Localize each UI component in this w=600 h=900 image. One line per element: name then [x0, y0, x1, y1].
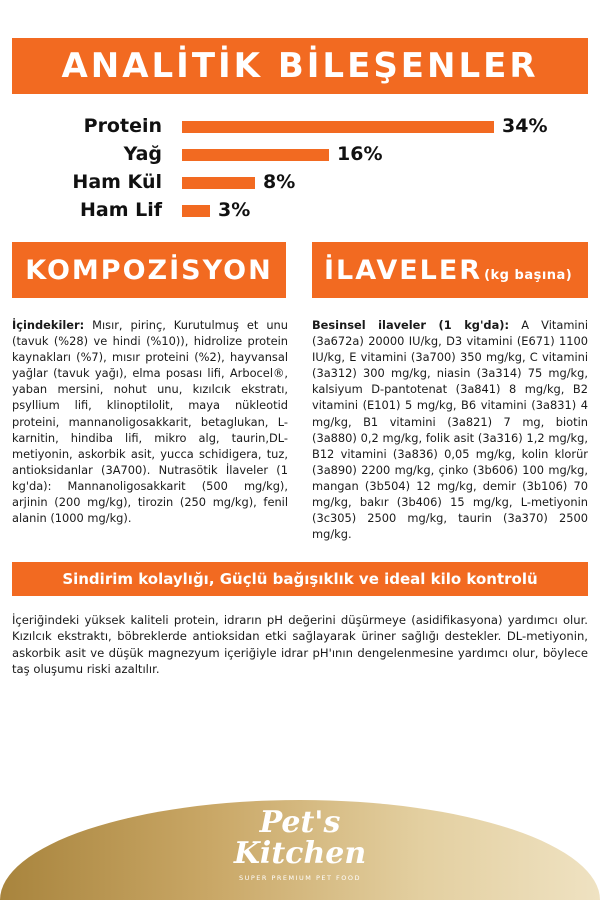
slogan-banner	[12, 562, 588, 596]
additives-heading: Besinsel ilaveler (1 kg'da):	[312, 318, 510, 332]
analytic-value: 8%	[263, 171, 296, 193]
analytic-row	[0, 140, 600, 168]
analytic-row	[0, 196, 600, 224]
brand-logo-line2: Kitchen	[233, 836, 367, 871]
composition-header	[12, 242, 286, 298]
analytic-value: 34%	[502, 115, 548, 137]
analytic-bar	[182, 121, 494, 133]
analytic-bar	[182, 149, 329, 161]
analytic-value: 3%	[218, 199, 251, 221]
analytic-components-banner	[12, 38, 588, 94]
ingredients-text: Mısır, pirinç, Kurutulmuş et unu (tavuk (%28) ve hindi (%10)), hidrolize protein kaynakları (%7), mısır proteini (%2), hayvansal yağlar (tavuk yağı), elma posası lifi, Arbocel®, yaban mersini, nohut unu, kızılcık ekstratı, psyllium lifi, klinoptilolit, maya nükleotid proteini, mannanoligosakkarit, betaglukan, L-karnitin, hindiba lifi, mikro alg, taurin,DL-metiyonin, askorbik asit, yucca schidigera, tuz, antioksidanlar (3A700). Nutrasötik İlaveler (1 kg'da): Mannanoligosakkarit (500 mg/kg), arjinin (200 mg/kg), tirozin (250 mg/kg), fenil alanin (1000 mg/kg).	[12, 318, 288, 526]
brand-tagline: SUPER PREMIUM PET FOOD	[238, 874, 362, 882]
analytic-bar	[182, 205, 210, 217]
slogan-text: Sindirim kolaylığı, Güçlü bağışıklık ve ideal kilo kontrolü	[62, 570, 538, 588]
additives-title-suffix: (kg başına)	[484, 267, 573, 283]
analytic-label: Ham Kül	[72, 171, 162, 193]
analytic-label: Protein	[83, 115, 162, 137]
brand-logo	[210, 805, 390, 894]
additives-text	[312, 317, 588, 542]
composition-text	[12, 317, 288, 526]
additives-title: İLAVELER	[324, 254, 483, 286]
analytic-label: Ham Lif	[79, 199, 162, 221]
analytic-row	[0, 112, 600, 140]
analytic-bar	[182, 177, 255, 189]
additives-body: A Vitamini (3a672a) 20000 IU/kg, D3 vitamini (E671) 1100 IU/kg, E vitamini (3a700) 350 mg/kg, C vitamini (3a312) 300 mg/kg, niasin (3a314) 75 mg/kg, kalsiyum D-pantotenat (3a841) 8 mg/kg, B2 vitamini (E101) 5 mg/kg, B6 vitamini (3a831) 4 mg/kg, B1 vitamini (3a821) 7 mg, biotin (3a880) 0,2 mg/kg, folik asit (3a316) 1,2 mg/kg, B12 vitamini (3a836) 0,05 mg/kg, kolin klorür (3a890) 2200 mg/kg, çinko (3b606) 100 mg/kg, mangan (3b504) 12 mg/kg, demir (3b106) 70 mg/kg, bakır (3b406) 15 mg/kg, L-metiyonin (3c305) 2500 mg/kg, taurin (3a370) 2500 mg/kg.	[312, 318, 588, 542]
composition-title: KOMPOZİSYON	[25, 254, 273, 286]
analytic-bars	[0, 112, 600, 232]
ingredients-heading: İçindekiler:	[12, 318, 85, 332]
description-paragraph: İçeriğindeki yüksek kaliteli protein, idrarın pH değerini düşürmeye (asidifikasyona) yardımcı olur. Kızılcık ekstraktı, böbreklerde antioksidan etki sağlayarak üriner sağlığı destekler. DL-metiyonin, askorbik asit ve düşük magnezyum içeriğiyle idrar pH'ının dengelenmesine yardımcı olur, böylece taş oluşumu riski azaltılır.	[12, 613, 588, 676]
analytic-label: Yağ	[123, 143, 162, 165]
analytic-value: 16%	[337, 143, 383, 165]
page-title: ANALİTİK BİLEŞENLER	[61, 46, 539, 86]
brand-logo-line1: Pet's	[259, 805, 341, 840]
analytic-row	[0, 168, 600, 196]
additives-header	[312, 242, 588, 298]
